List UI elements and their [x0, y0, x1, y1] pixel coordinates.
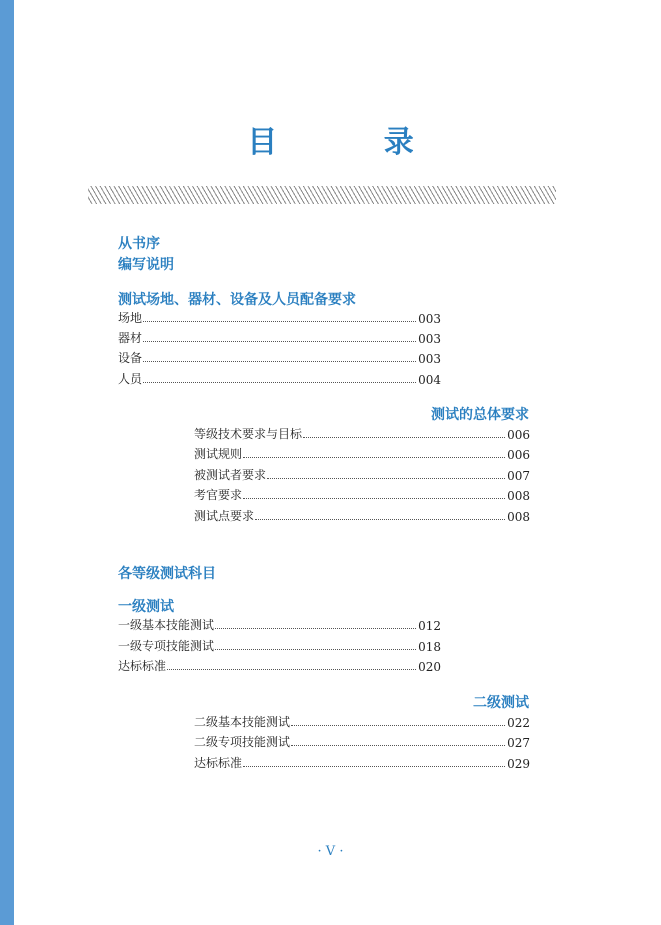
- leader-dots: [291, 725, 505, 726]
- toc-entry[interactable]: [118, 615, 441, 633]
- toc-entry-label: 达标标准: [194, 756, 243, 770]
- toc-entry-page: 006: [507, 428, 530, 442]
- toc-entry-label: 等级技术要求与目标: [194, 427, 303, 441]
- toc-entry[interactable]: [194, 485, 530, 503]
- toc-heading-editorial-note[interactable]: 编写说明: [118, 257, 174, 273]
- leader-dots: [143, 361, 416, 362]
- leader-dots: [243, 498, 505, 499]
- leader-dots: [143, 382, 416, 383]
- toc-entry-page: 027: [507, 736, 530, 750]
- toc-entry-page: 018: [418, 640, 441, 654]
- toc-entry-page: 004: [418, 373, 441, 387]
- toc-section-heading[interactable]: 一级测试: [118, 599, 174, 615]
- page-number: · V ·: [317, 844, 344, 859]
- toc-section-heading[interactable]: 测试的总体要求: [431, 407, 529, 423]
- toc-entry-page: 003: [418, 332, 441, 346]
- leader-dots: [167, 669, 416, 670]
- toc-entry-page: 003: [418, 312, 441, 326]
- toc-entry-label: 器材: [118, 331, 143, 345]
- leader-dots: [291, 745, 505, 746]
- toc-entry[interactable]: [118, 369, 441, 387]
- toc-entry-label: 一级专项技能测试: [118, 639, 215, 653]
- toc-entry[interactable]: [118, 348, 441, 366]
- toc-entry-label: 考官要求: [194, 488, 243, 502]
- toc-entry[interactable]: [118, 656, 441, 674]
- leader-dots: [215, 628, 416, 629]
- toc-entry[interactable]: [118, 328, 441, 346]
- toc-entry-page: 022: [507, 716, 530, 730]
- toc-entry-page: 006: [507, 448, 530, 462]
- leader-dots: [215, 649, 416, 650]
- toc-entry-label: 被测试者要求: [194, 468, 267, 482]
- leader-dots: [267, 478, 505, 479]
- toc-entry[interactable]: [194, 732, 530, 750]
- toc-entry-label: 测试规则: [194, 447, 243, 461]
- leader-dots: [143, 341, 416, 342]
- toc-entry-page: 008: [507, 489, 530, 503]
- toc-entry-label: 测试点要求: [194, 509, 255, 523]
- toc-entry-page: 029: [507, 757, 530, 771]
- leader-dots: [255, 519, 505, 520]
- toc-section-heading[interactable]: 测试场地、器材、设备及人员配备要求: [118, 292, 356, 308]
- toc-entry[interactable]: [194, 712, 530, 730]
- toc-heading-preface[interactable]: 从书序: [118, 236, 160, 252]
- toc-entry-label: 设备: [118, 351, 143, 365]
- leader-dots: [243, 457, 505, 458]
- toc-entry[interactable]: [194, 753, 530, 771]
- toc-entry[interactable]: [194, 444, 530, 462]
- toc-entry-label: 达标标准: [118, 659, 167, 673]
- toc-entry-label: 人员: [118, 372, 143, 386]
- toc-section-heading[interactable]: 各等级测试科目: [118, 566, 216, 582]
- toc-entry-page: 003: [418, 352, 441, 366]
- page-title: 目 录: [247, 125, 462, 160]
- toc-entry[interactable]: [194, 465, 530, 483]
- toc-entry-label: 场地: [118, 311, 143, 325]
- leader-dots: [243, 766, 505, 767]
- toc-entry-page: 020: [418, 660, 441, 674]
- toc-entry-page: 012: [418, 619, 441, 633]
- toc-entry-page: 007: [507, 469, 530, 483]
- decorative-hatch-divider: [88, 186, 556, 204]
- toc-entry-page: 008: [507, 510, 530, 524]
- toc-entry-label: 一级基本技能测试: [118, 618, 215, 632]
- toc-entry[interactable]: [118, 636, 441, 654]
- toc-entry-label: 二级专项技能测试: [194, 735, 291, 749]
- toc-section-heading[interactable]: 二级测试: [473, 695, 529, 711]
- toc-entry[interactable]: [118, 308, 441, 326]
- leader-dots: [143, 321, 416, 322]
- toc-entry[interactable]: [194, 506, 530, 524]
- leader-dots: [303, 437, 505, 438]
- toc-entry[interactable]: [194, 424, 530, 442]
- toc-entry-label: 二级基本技能测试: [194, 715, 291, 729]
